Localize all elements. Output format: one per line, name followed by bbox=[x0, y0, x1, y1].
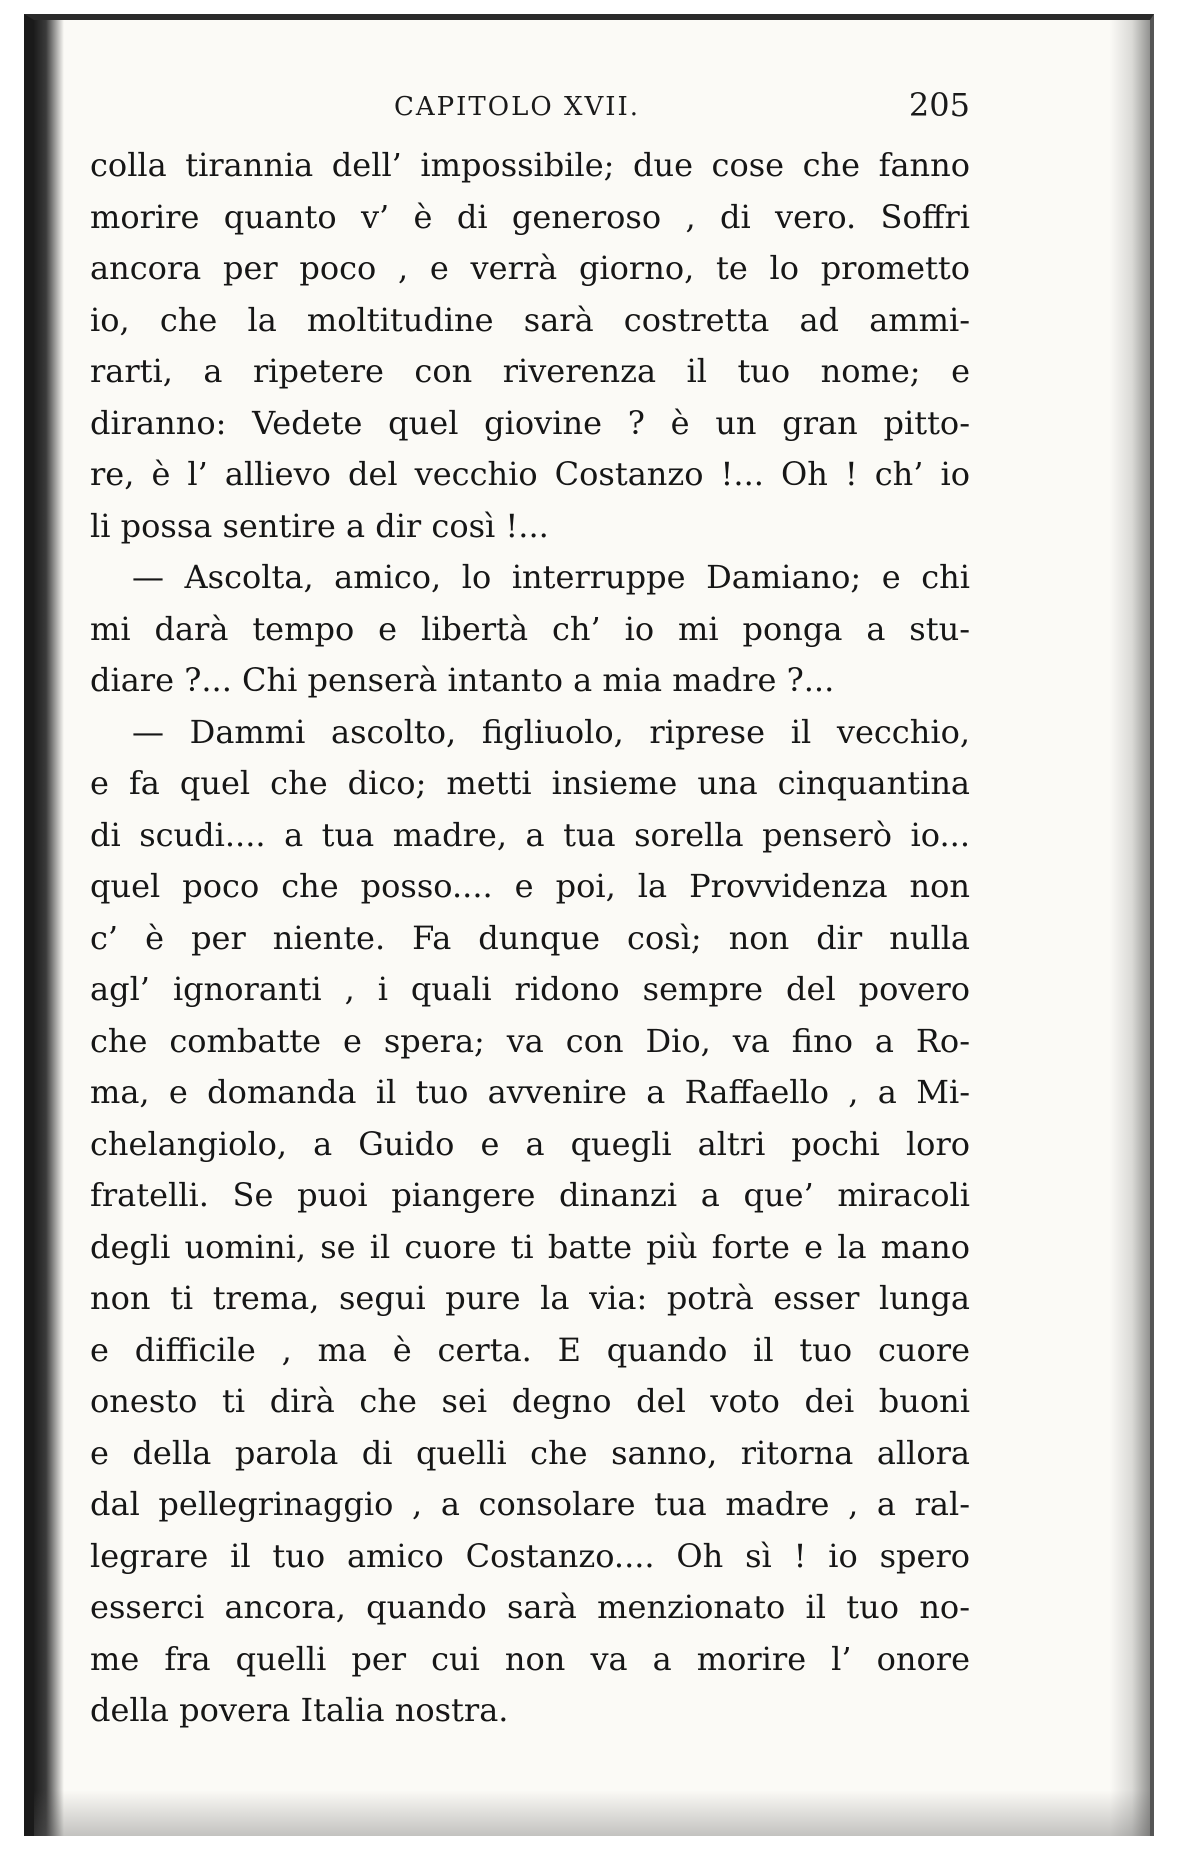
text-line: io, che la moltitudine sarà costretta ad ammi- bbox=[90, 300, 970, 339]
text-line: e fa quel che dico; metti insieme una cinquantina bbox=[90, 764, 970, 802]
text-line: fratelli. Se puoi piangere dinanzi a que’ miracoli bbox=[90, 1176, 970, 1214]
text-line: chelangiolo, a Guido e a quegli altri pochi loro bbox=[90, 1124, 970, 1163]
page-number: 205 bbox=[908, 86, 970, 124]
text-line: re, è l’ allievo del vecchio Costanzo !... Oh ! ch’ io bbox=[90, 455, 970, 493]
text-line: ma, e domanda il tuo avvenire a Raffaello , a Mi- bbox=[90, 1073, 970, 1111]
text-line: li possa sentire a dir così !... bbox=[90, 506, 549, 545]
book-spine-shadow bbox=[34, 20, 64, 1836]
chapter-title: CAPITOLO XVII. bbox=[394, 92, 641, 122]
text-line: me fra quelli per cui non va a morire l’ onore bbox=[90, 1639, 970, 1678]
text-line: agl’ ignoranti , i quali ridono sempre del povero bbox=[90, 970, 970, 1008]
text-line: — Dammi ascolto, figliuolo, riprese il vecchio, bbox=[132, 712, 970, 751]
text-line: rarti, a ripetere con riverenza il tuo nome; e bbox=[90, 352, 970, 390]
text-line: quel poco che posso.... e poi, la Provvidenza non bbox=[90, 867, 970, 905]
text-line: onesto ti dirà che sei degno del voto dei buoni bbox=[90, 1382, 970, 1420]
text-line: mi darà tempo e libertà ch’ io mi ponga a stu- bbox=[90, 609, 970, 648]
text-line: degli uomini, se il cuore ti batte più forte e la mano bbox=[90, 1227, 970, 1266]
text-line: — Ascolta, amico, lo interruppe Damiano; e chi bbox=[132, 558, 970, 596]
text-line: esserci ancora, quando sarà menzionato il tuo no- bbox=[90, 1588, 970, 1626]
text-line: e difficile , ma è certa. E quando il tuo cuore bbox=[90, 1330, 970, 1369]
text-line: della povera Italia nostra. bbox=[90, 1691, 509, 1729]
text-line: legrare il tuo amico Costanzo.... Oh sì ! io spero bbox=[90, 1536, 970, 1575]
text-line: non ti trema, segui pure la via: potrà esser lunga bbox=[90, 1279, 970, 1317]
text-line: che combatte e spera; va con Dio, va fino a Ro- bbox=[90, 1021, 970, 1060]
text-line: morire quanto v’ è di generoso , di vero. Soffri bbox=[90, 197, 970, 236]
text-line: ancora per poco , e verrà giorno, te lo prometto bbox=[90, 249, 970, 287]
body-text bbox=[90, 140, 970, 1737]
text-line: e della parola di quelli che sanno, ritorna allora bbox=[90, 1433, 970, 1472]
text-line: colla tirannia dell’ impossibile; due cose che fanno bbox=[90, 146, 970, 184]
text-line: dal pellegrinaggio , a consolare tua madre , a ral- bbox=[90, 1485, 970, 1523]
text-line: c’ è per niente. Fa dunque così; non dir nulla bbox=[90, 918, 970, 957]
text-line: diranno: Vedete quel giovine ? è un gran pitto- bbox=[90, 403, 970, 442]
text-line: diare ?... Chi penserà intanto a mia madre ?... bbox=[90, 661, 835, 699]
page-bottom-shadow bbox=[34, 1790, 1150, 1836]
running-head bbox=[90, 86, 970, 126]
page-edge-shadow bbox=[1110, 20, 1150, 1836]
text-line: di scudi.... a tua madre, a tua sorella penserò io... bbox=[90, 815, 970, 854]
